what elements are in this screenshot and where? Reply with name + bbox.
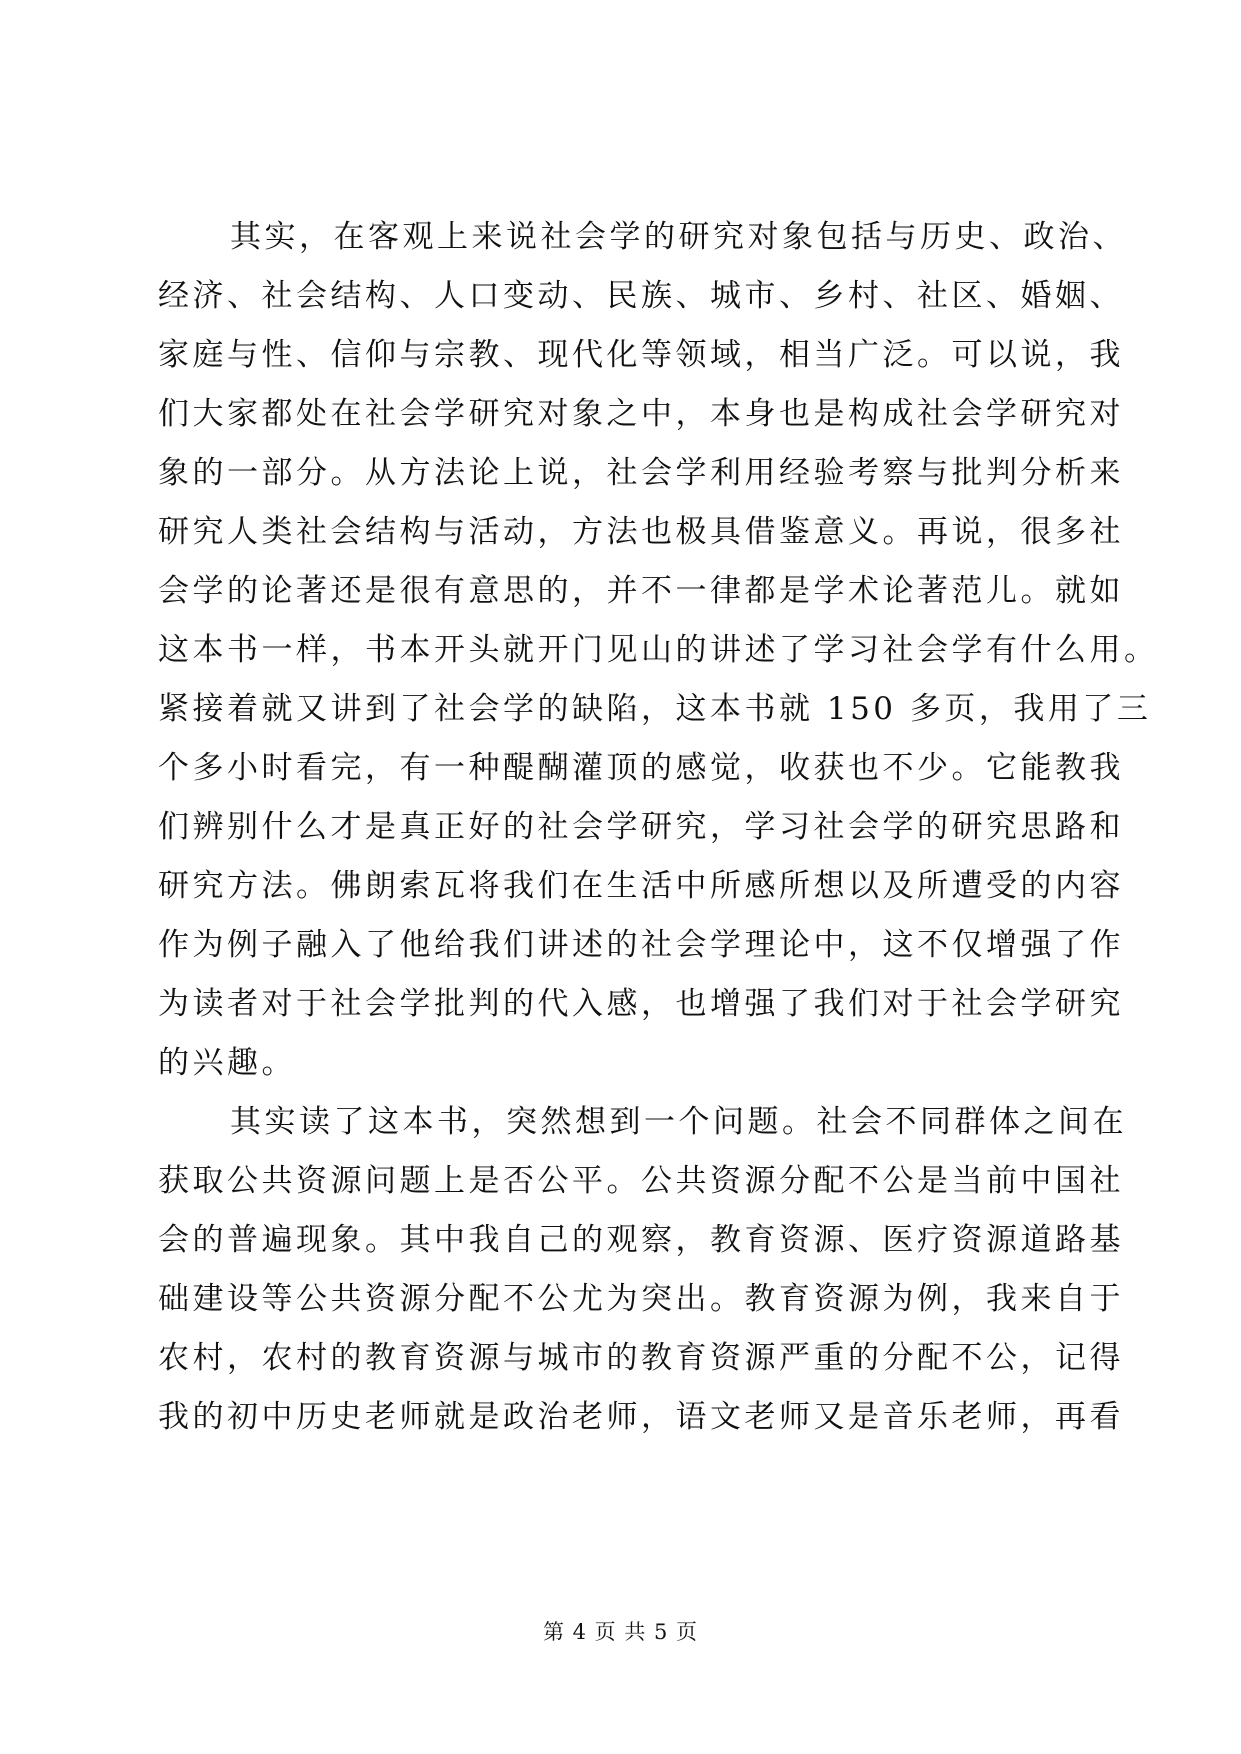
paragraph-line: 为读者对于社会学批判的代入感，也增强了我们对于社会学研究 (158, 986, 1124, 1022)
paragraph-line: 象的一部分。从方法论上说，社会学利用经验考察与批判分析来 (158, 455, 1124, 491)
page-number-footer: 第 4 页 共 5 页 (542, 1620, 699, 1644)
paragraph-line: 会的普遍现象。其中我自己的观察，教育资源、医疗资源道路基 (158, 1222, 1124, 1258)
paragraph-2 (158, 1093, 1127, 1447)
paragraph-line: 其实读了这本书，突然想到一个问题。社会不同群体之间在 (230, 1104, 1127, 1140)
paragraph-line: 经济、社会结构、人口变动、民族、城市、乡村、社区、婚姻、 (158, 278, 1124, 314)
document-body (158, 208, 1159, 1447)
paragraph-line: 的兴趣。 (158, 1045, 296, 1081)
paragraph-line: 会学的论著还是很有意思的，并不一律都是学术论著范儿。就如 (158, 573, 1124, 609)
paragraph-line: 获取公共资源问题上是否公平。公共资源分配不公是当前中国社 (158, 1163, 1124, 1199)
paragraph-line: 家庭与性、信仰与宗教、现代化等领域，相当广泛。可以说，我 (158, 337, 1124, 373)
paragraph-line: 农村，农村的教育资源与城市的教育资源严重的分配不公，记得 (158, 1340, 1124, 1376)
paragraph-line: 作为例子融入了他给我们讲述的社会学理论中，这不仅增强了作 (158, 927, 1124, 963)
paragraph-line: 其实，在客观上来说社会学的研究对象包括与历史、政治、 (230, 219, 1127, 255)
paragraph-line: 紧接着就又讲到了社会学的缺陷，这本书就 150 多页，我用了三 (158, 691, 1152, 727)
paragraph-line: 础建设等公共资源分配不公尤为突出。教育资源为例，我来自于 (158, 1281, 1124, 1317)
paragraph-line: 们辨别什么才是真正好的社会学研究，学习社会学的研究思路和 (158, 809, 1124, 845)
paragraph-line: 研究方法。佛朗索瓦将我们在生活中所感所想以及所遭受的内容 (158, 868, 1124, 904)
paragraph-line: 研究人类社会结构与活动，方法也极具借鉴意义。再说，很多社 (158, 514, 1124, 550)
paragraph-1 (158, 208, 1159, 1093)
paragraph-line: 我的初中历史老师就是政治老师，语文老师又是音乐老师，再看 (158, 1399, 1124, 1435)
paragraph-line: 这本书一样，书本开头就开门见山的讲述了学习社会学有什么用。 (158, 632, 1159, 668)
paragraph-line: 个多小时看完，有一种醍醐灌顶的感觉，收获也不少。它能教我 (158, 750, 1124, 786)
paragraph-line: 们大家都处在社会学研究对象之中，本身也是构成社会学研究对 (158, 396, 1124, 432)
